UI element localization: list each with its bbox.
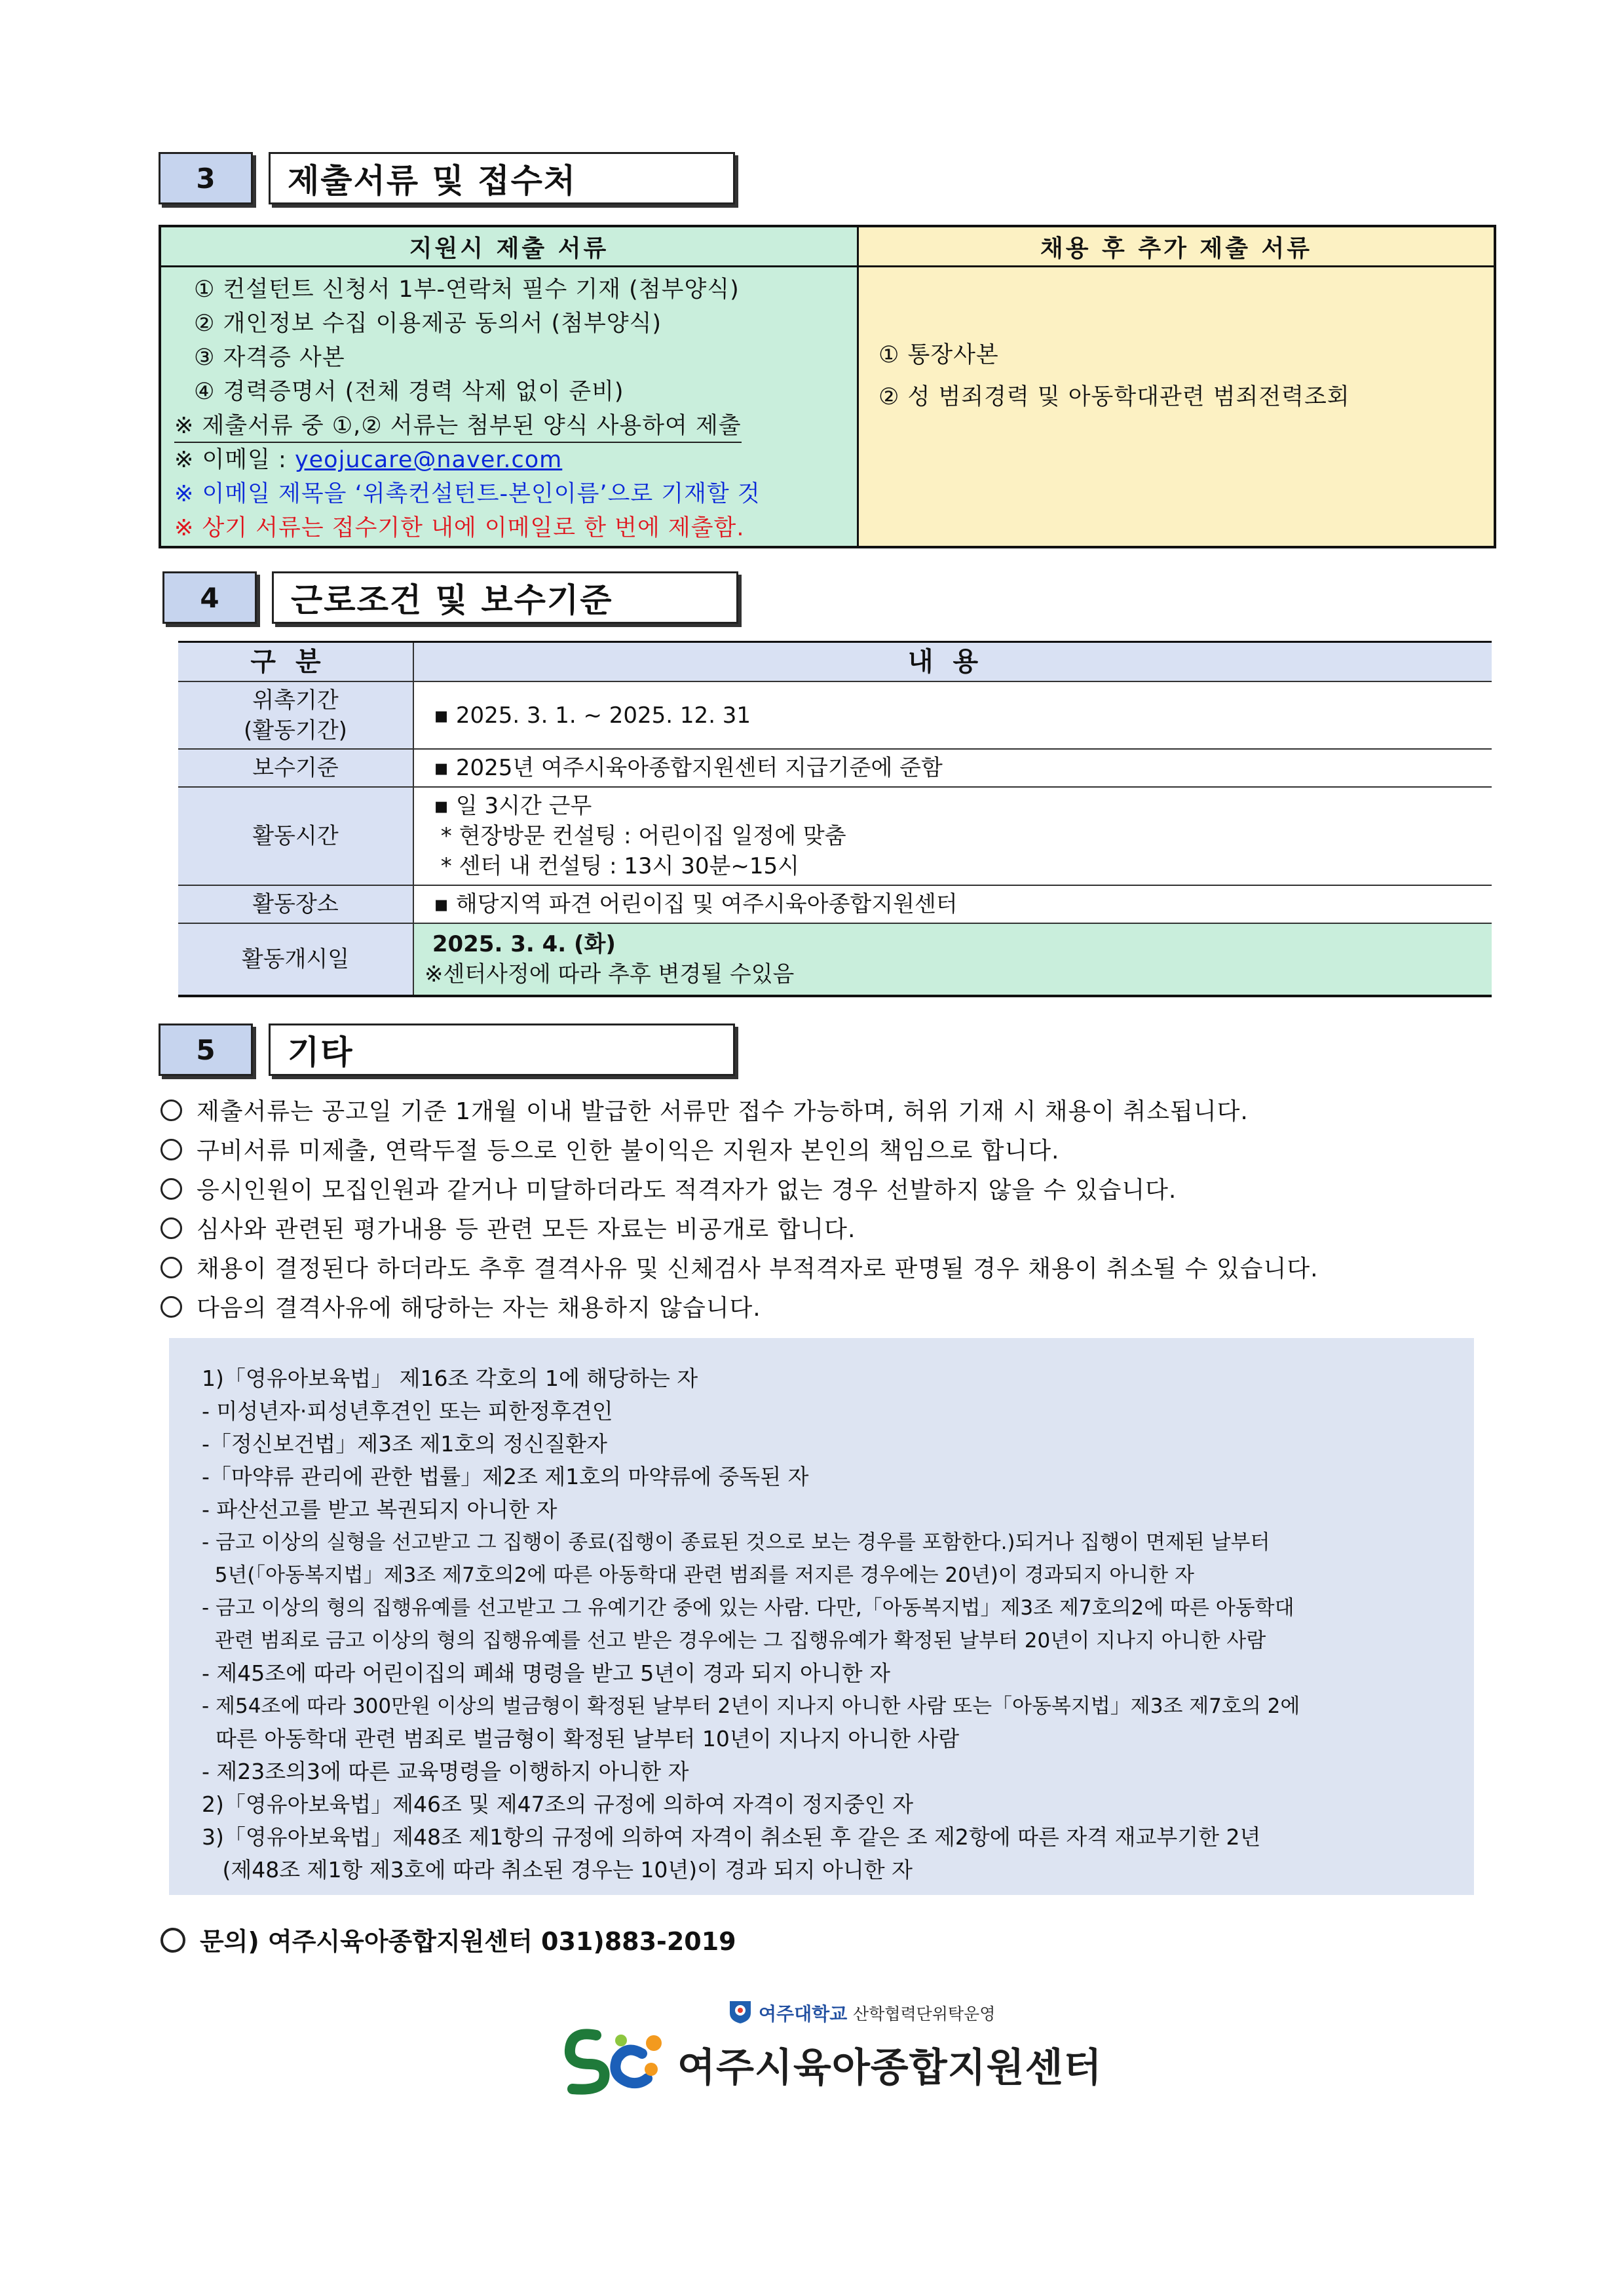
disqualification-line: (제48조 제1항 제3호에 따라 취소된 경우는 10년)이 경과 되지 아니한 자: [202, 1857, 913, 1883]
disqualification-box: [169, 1338, 1474, 1895]
list-item-text: 심사와 관련된 평가내용 등 관련 모든 자료는 비공개로 합니다.: [197, 1216, 856, 1243]
contact-info: [161, 1921, 736, 1957]
list-item: [161, 1172, 1177, 1205]
table-row: [178, 886, 1492, 924]
row-content: [414, 788, 1492, 885]
row-content-line: ▪ 해당지역 파견 어린이집 및 여주시육아종합지원센터: [434, 891, 958, 917]
disqualification-line: - 미성년자·피성년후견인 또는 피한정후견인: [202, 1398, 613, 1424]
row-label: [178, 788, 414, 885]
center-logo-icon: [558, 2023, 676, 2095]
circle-bullet-icon: [161, 1217, 182, 1239]
note-forms: ※ 제출서류 중 ①,② 서류는 첨부된 양식 사용하여 제출: [174, 408, 742, 443]
additional-documents-cell: [859, 267, 1494, 546]
note-email-subject: ※ 이메일 제목을 ‘위촉컨설턴트-본인이름’으로 기재할 것: [174, 481, 761, 507]
row-label-line: 활동장소: [252, 891, 339, 917]
note-email-label: ※ 이메일 :: [174, 447, 295, 473]
list-item: [161, 1132, 1060, 1166]
disqualification-line: - 제23조의3에 따른 교육명령을 이행하지 아니한 자: [202, 1759, 689, 1784]
note-email: [174, 442, 562, 474]
table-header-additional-documents: 채용 후 추가 제출 서류: [859, 227, 1494, 267]
disqualification-line: 관련 범죄로 금고 이상의 형의 집행유예를 선고 받은 경우에는 그 집행유예가 확정된 날부터 20년이 지나지 아니한 사람: [202, 1629, 1266, 1653]
row-content: [414, 924, 1492, 995]
row-content-line: ▪ 2025년 여주시육아종합지원센터 지급기준에 준함: [434, 755, 943, 781]
row-content: [414, 886, 1492, 923]
disqualification-line: 3)「영유아보육법」제48조 제1항의 규정에 의하여 자격이 취소된 후 같은 조 제2항에 따른 자격 재교부기한 2년: [202, 1824, 1261, 1850]
list-item: ④ 경력증명서 (전체 경력 삭제 없이 준비): [194, 379, 624, 405]
row-content-line: * 센터 내 컨설팅 : 13시 30분~15시: [434, 853, 799, 879]
circle-bullet-icon: [161, 1928, 185, 1953]
row-content: [414, 750, 1492, 786]
disqualification-line: 따른 아동학대 관련 범죄로 벌금형이 확정된 날부터 10년이 지나지 아니한 사람: [202, 1726, 960, 1751]
header-content: 내용: [414, 643, 1492, 681]
header-category: 구분: [178, 643, 414, 681]
row-content-line: ▪ 일 3시간 근무: [434, 793, 592, 819]
university-name: 여주대학교: [759, 2003, 848, 2025]
row-label-line: (활동기간): [244, 717, 347, 744]
row-label: [178, 682, 414, 748]
disqualification-line: -「마약류 관리에 관한 법률」제2조 제1호의 마약류에 중독된 자: [202, 1464, 809, 1489]
disqualification-line: -「정신보건법」제3조 제1호의 정신질환자: [202, 1431, 608, 1457]
list-item: ① 컨설턴트 신청서 1부-연락처 필수 기재 (첨부양식): [194, 277, 740, 303]
table-header-row: [178, 643, 1492, 682]
row-content-line: ▪ 2025. 3. 1. ~ 2025. 12. 31: [434, 702, 751, 729]
list-item-text: 제출서류는 공고일 기준 1개월 이내 발급한 서류만 접수 가능하며, 허위 기재 시 채용이 취소됩니다.: [197, 1098, 1249, 1125]
list-item-text: 채용이 결정된다 하더라도 추후 결격사유 및 신체검사 부적격자로 판명될 경우 채용이 취소될 수 있습니다.: [197, 1255, 1319, 1282]
contact-text: 문의) 여주시육아종합지원센터 031)883-2019: [200, 1927, 736, 1956]
note-deadline: ※ 상기 서류는 접수기한 내에 이메일로 한 번에 제출함.: [174, 515, 745, 541]
table-row: [178, 788, 1492, 886]
documents-table: [159, 225, 1496, 548]
cooperation-text: 산학협력단위탁운영: [853, 2004, 996, 2023]
conditions-table: [178, 641, 1492, 997]
list-item: [161, 1250, 1319, 1284]
list-item: [161, 1211, 856, 1244]
disqualification-line: - 제54조에 따라 300만원 이상의 벌금형이 확정된 날부터 2년이 지나지 아니한 사람 또는「아동복지법」제3조 제7호의 2에: [202, 1694, 1300, 1718]
section-number: 3: [159, 152, 253, 204]
disqualification-line: - 금고 이상의 형의 집행유예를 선고받고 그 유예기간 중에 있는 사람. 다만,「아동복지법」제3조 제7호의2에 따른 아동학대: [202, 1596, 1294, 1620]
row-content-line: ※센터사정에 따라 추후 변경될 수있음: [425, 961, 795, 987]
disqualification-line: 5년(「아동복지법」제3조 제7호의2에 따른 아동학대 관련 범죄를 저지른 경우에는 20년)이 경과되지 아니한 자: [202, 1563, 1194, 1587]
disqualification-line: - 금고 이상의 실형을 선고받고 그 집행이 종료(집행이 종료된 것으로 보는 경우를 포함한다.)되거나 집행이 면제된 날부터: [202, 1531, 1270, 1554]
section-title: 기타: [269, 1024, 735, 1076]
disqualification-line: 1)「영유아보육법」 제16조 각호의 1에 해당하는 자: [202, 1366, 698, 1391]
list-item: [161, 1093, 1249, 1126]
table-row: [178, 682, 1492, 750]
university-emblem-icon: [727, 1999, 753, 2025]
application-documents-cell: [161, 267, 859, 546]
circle-bullet-icon: [161, 1257, 182, 1278]
row-content: [414, 682, 1492, 748]
list-item-text: 구비서류 미제출, 연락두절 등으로 인한 불이익은 지원자 본인의 책임으로 합니다.: [197, 1138, 1060, 1164]
list-item: ② 개인정보 수집 이용제공 동의서 (첨부양식): [194, 311, 662, 337]
email-link[interactable]: yeojucare@naver.com: [294, 447, 563, 473]
circle-bullet-icon: [161, 1296, 182, 1318]
section-title: 제출서류 및 접수처: [269, 152, 735, 204]
table-header-application-documents: 지원시 제출 서류: [161, 227, 859, 267]
circle-bullet-icon: [161, 1139, 182, 1160]
disqualification-line: - 제45조에 따라 어린이집의 폐쇄 명령을 받고 5년이 경과 되지 아니한 자: [202, 1660, 890, 1686]
section-title: 근로조건 및 보수기준: [272, 571, 738, 624]
list-item: ① 통장사본: [878, 342, 999, 368]
section-number: 4: [162, 571, 257, 624]
disqualification-line: - 파산선고를 받고 복권되지 아니한 자: [202, 1497, 557, 1522]
row-label-line: 보수기준: [252, 755, 339, 781]
row-label-line: 활동개시일: [241, 946, 350, 972]
table-row: [178, 924, 1492, 995]
row-label-line: 활동시간: [252, 823, 339, 849]
circle-bullet-icon: [161, 1178, 182, 1200]
list-item: ② 성 범죄경력 및 아동학대관련 범죄전력조회: [878, 384, 1350, 410]
row-label: [178, 924, 414, 995]
row-content-line: * 현장방문 컨설팅 : 어린이집 일정에 맞춤: [434, 823, 846, 849]
disqualification-line: 2)「영유아보육법」제46조 및 제47조의 규정에 의하여 자격이 정지중인 자: [202, 1791, 914, 1817]
list-item: [161, 1290, 761, 1323]
list-item: ③ 자격증 사본: [194, 345, 345, 371]
row-label-line: 위촉기간: [252, 687, 339, 714]
circle-bullet-icon: [161, 1100, 182, 1121]
section-number: 5: [159, 1024, 253, 1076]
row-label: [178, 750, 414, 786]
table-row: [178, 750, 1492, 788]
center-name: 여주시육아종합지원센터: [677, 2045, 1103, 2091]
start-date: 2025. 3. 4. (화): [425, 931, 616, 957]
list-item-text: 다음의 결격사유에 해당하는 자는 채용하지 않습니다.: [197, 1295, 761, 1322]
list-item-text: 응시인원이 모집인원과 같거나 미달하더라도 적격자가 없는 경우 선발하지 않을 수 있습니다.: [197, 1177, 1177, 1204]
row-label: [178, 886, 414, 923]
